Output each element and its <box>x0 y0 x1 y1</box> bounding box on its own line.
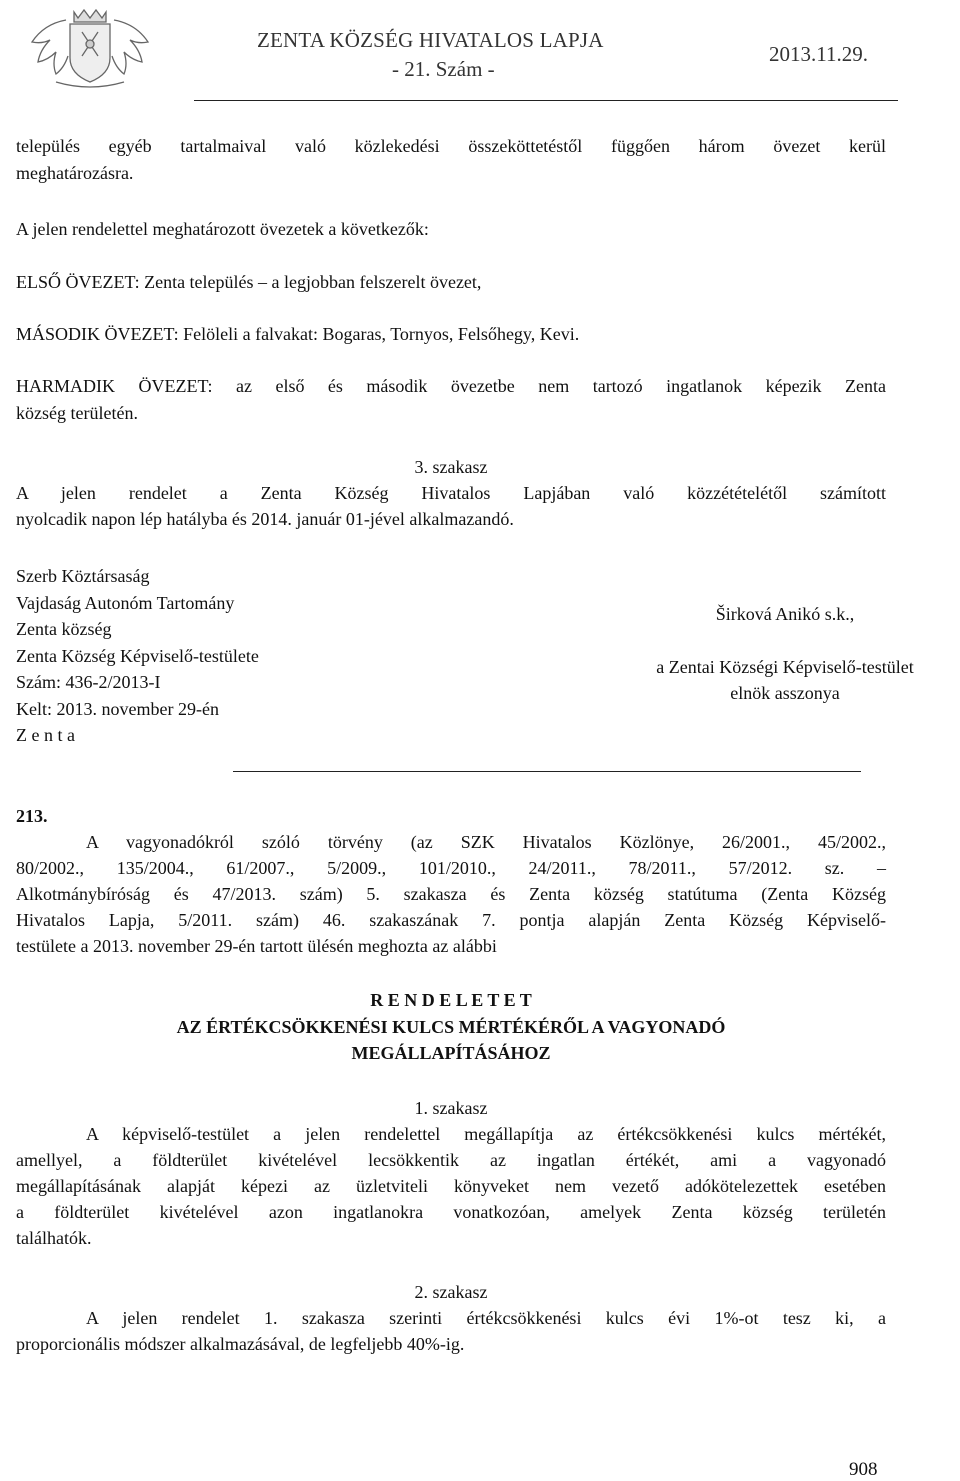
coat-of-arms-icon <box>16 2 164 94</box>
decree-title: R E N D E L E T E T <box>370 990 532 1010</box>
preamble-line: 80/2002., 135/2004., 61/2007., 5/2009., 101/2010., 24/2011., 78/2011., 57/2012. sz. – <box>16 858 886 878</box>
issuer-line: Vajdaság Autonóm Tartomány <box>16 592 235 613</box>
article1-line: amellyel, a földterület kivételével lecsökkentik az ingatlan értékét, ami a vagyonadó <box>16 1150 886 1170</box>
decree-subtitle-line1: AZ ÉRTÉKCSÖKKENÉSI KULCS MÉRTÉKÉRŐL A VAGYONADÓ <box>176 1017 726 1037</box>
header-issue-number: - 21. Szám - <box>392 57 495 81</box>
issuer-line: Szerb Köztársaság <box>16 566 150 586</box>
article1-line: A képviselő-testület a jelen rendelettel megállapítja az értékcsökkenési kulcs mértékét, <box>86 1124 886 1144</box>
issuer-line: Zenta község <box>16 619 112 639</box>
section-heading-1: 1. szakasz <box>414 1098 488 1118</box>
issuer-line: Z e n t a <box>16 725 75 745</box>
header-title: ZENTA KÖZSÉG HIVATALOS LAPJA <box>257 28 604 52</box>
header-date: 2013.11.29. <box>769 42 868 66</box>
signatory-name: Širková Anikó s.k., <box>715 604 855 624</box>
article1-line: megállapításának alapját képezi az üzletviteli könyveket nem vezető adókötelezettek esetében <box>16 1176 886 1196</box>
preamble-line: A vagyonadókról szóló törvény (az SZK Hivatalos Közlönye, 26/2001., 45/2002., <box>86 832 886 852</box>
preamble-line: Alkotmánybíróság és 47/2013. szám) 5. szakasza és Zenta község statútuma (Zenta Község <box>16 884 886 904</box>
section-heading-3: 3. szakasz <box>414 457 488 477</box>
page-number: 908 <box>849 1459 878 1480</box>
article2-line: A jelen rendelet 1. szakasza szerinti értékcsökkenési kulcs évi 1%-ot tesz ki, a <box>86 1308 886 1328</box>
article1-line: a földterület kivételével azon ingatlanokra vonatkozóan, amelyek Zenta község területén <box>16 1202 886 1222</box>
article2-line: proporcionális módszer alkalmazásával, de legfeljebb 40%-ig. <box>16 1334 465 1354</box>
signatory-role-line1: a Zentai Községi Képviselő-testület <box>656 657 914 677</box>
paragraph-zone-third-line1: HARMADIK ÖVEZET: az első és második övezetbe nem tartozó ingatlanok képezik Zenta <box>16 376 886 396</box>
paragraph-zones-intro-line1: település egyéb tartalmaival való közlekedési összeköttetéstől függően három övezet kerül <box>16 136 886 156</box>
section-heading-2: 2. szakasz <box>414 1282 488 1302</box>
decree-subtitle-line2: MEGÁLLAPÍTÁSÁHOZ <box>351 1043 551 1063</box>
signatory-role-line2: elnök asszonya <box>730 683 840 703</box>
preamble-line: Hivatalos Lapja, 5/2011. szám) 46. szakaszának 7. pontja alapján Zenta Község Képviselő- <box>16 910 886 930</box>
paragraph-zone-first: ELSŐ ÖVEZET: Zenta település – a legjobban felszerelt övezet, <box>16 272 482 292</box>
paragraph-zones-list-intro: A jelen rendelettel meghatározott övezetek a következők: <box>16 219 429 239</box>
paragraph-entry-into-force-line2: nyolcadik napon lép hatályba és 2014. január 01-jével alkalmazandó. <box>16 509 514 529</box>
regulation-number: 213. <box>16 806 48 826</box>
section-divider <box>233 771 861 772</box>
paragraph-zone-third-line2: község területén. <box>16 403 138 423</box>
paragraph-zones-intro-line2: meghatározásra. <box>16 163 134 183</box>
header-divider <box>194 100 898 101</box>
issuer-line: Szám: 436-2/2013-I <box>16 672 161 692</box>
preamble-line: testülete a 2013. november 29-én tartott ülésén meghozta az alábbi <box>16 936 497 956</box>
article1-line: találhatók. <box>16 1228 92 1248</box>
paragraph-entry-into-force-line1: A jelen rendelet a Zenta Község Hivatalos Lapjában való közzétételétől számított <box>16 483 886 503</box>
issuer-block <box>16 563 259 749</box>
issuer-line: Zenta Község Képviselő-testülete <box>16 645 259 666</box>
paragraph-zone-second: MÁSODIK ÖVEZET: Felöleli a falvakat: Bogaras, Tornyos, Felsőhegy, Kevi. <box>16 324 580 344</box>
issuer-line: Kelt: 2013. november 29-én <box>16 698 219 719</box>
